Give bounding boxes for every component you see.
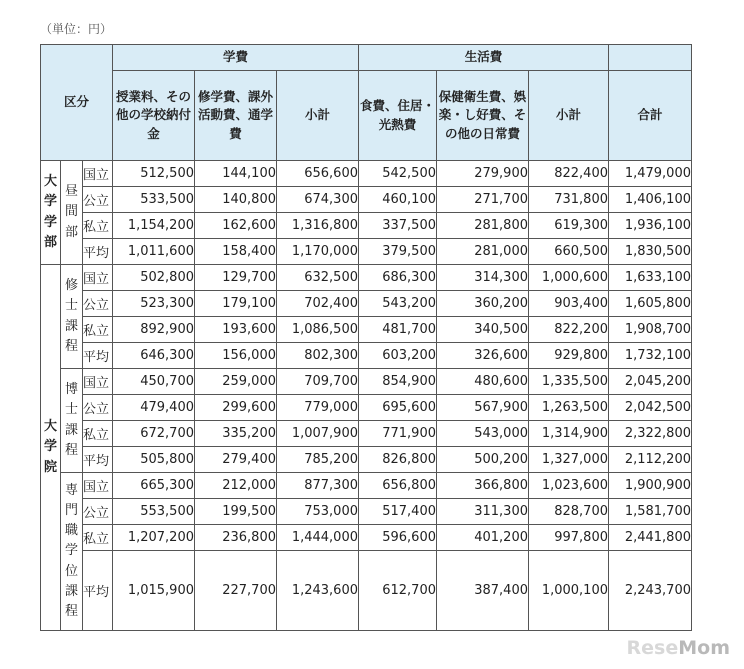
header-tuition-fee: 授業料、その他の学校納付金 bbox=[113, 71, 195, 161]
value-cell: 158,400 bbox=[195, 239, 277, 265]
value-cell: 281,000 bbox=[437, 239, 529, 265]
school-type: 公立 bbox=[83, 291, 113, 317]
value-cell: 500,200 bbox=[437, 447, 529, 473]
value-cell: 299,600 bbox=[195, 395, 277, 421]
value-cell: 802,300 bbox=[277, 343, 359, 369]
value-cell: 450,700 bbox=[113, 369, 195, 395]
section-label: 大学院 bbox=[41, 265, 61, 631]
header-tuition-group: 学費 bbox=[113, 45, 359, 71]
value-cell: 279,400 bbox=[195, 447, 277, 473]
header-health-leisure: 保健衛生費、娯楽・し好費、その他の日常費 bbox=[437, 71, 529, 161]
subgroup-label: 昼間部 bbox=[61, 161, 83, 265]
unit-note: （単位：円） bbox=[40, 22, 113, 36]
value-cell: 1,011,600 bbox=[113, 239, 195, 265]
value-cell: 227,700 bbox=[195, 551, 277, 631]
value-cell: 401,200 bbox=[437, 525, 529, 551]
value-cell: 1,732,100 bbox=[609, 343, 692, 369]
value-cell: 612,700 bbox=[359, 551, 437, 631]
section-label: 大学学部 bbox=[41, 161, 61, 265]
value-cell: 2,243,700 bbox=[609, 551, 692, 631]
value-cell: 785,200 bbox=[277, 447, 359, 473]
table-row bbox=[41, 213, 692, 239]
value-cell: 523,300 bbox=[113, 291, 195, 317]
value-cell: 828,700 bbox=[529, 499, 609, 525]
header-living-group: 生活費 bbox=[359, 45, 609, 71]
table-row bbox=[41, 551, 692, 631]
value-cell: 326,600 bbox=[437, 343, 529, 369]
value-cell: 826,800 bbox=[359, 447, 437, 473]
table-row bbox=[41, 395, 692, 421]
value-cell: 553,500 bbox=[113, 499, 195, 525]
table-row bbox=[41, 291, 692, 317]
value-cell: 1,007,900 bbox=[277, 421, 359, 447]
school-type: 私立 bbox=[83, 317, 113, 343]
value-cell: 236,800 bbox=[195, 525, 277, 551]
value-cell: 281,800 bbox=[437, 213, 529, 239]
value-cell: 366,800 bbox=[437, 473, 529, 499]
value-cell: 279,900 bbox=[437, 161, 529, 187]
value-cell: 1,023,600 bbox=[529, 473, 609, 499]
value-cell: 596,600 bbox=[359, 525, 437, 551]
value-cell: 1,263,500 bbox=[529, 395, 609, 421]
value-cell: 854,900 bbox=[359, 369, 437, 395]
table-row bbox=[41, 265, 692, 291]
value-cell: 129,700 bbox=[195, 265, 277, 291]
value-cell: 179,100 bbox=[195, 291, 277, 317]
school-type: 国立 bbox=[83, 265, 113, 291]
table-row bbox=[41, 525, 692, 551]
value-cell: 1,605,800 bbox=[609, 291, 692, 317]
value-cell: 603,200 bbox=[359, 343, 437, 369]
value-cell: 311,300 bbox=[437, 499, 529, 525]
school-type: 平均 bbox=[83, 447, 113, 473]
value-cell: 753,000 bbox=[277, 499, 359, 525]
value-cell: 1,170,000 bbox=[277, 239, 359, 265]
value-cell: 512,500 bbox=[113, 161, 195, 187]
value-cell: 337,500 bbox=[359, 213, 437, 239]
value-cell: 892,900 bbox=[113, 317, 195, 343]
school-type: 国立 bbox=[83, 161, 113, 187]
school-type: 公立 bbox=[83, 395, 113, 421]
value-cell: 140,800 bbox=[195, 187, 277, 213]
subgroup-label: 博士課程 bbox=[61, 369, 83, 473]
header-study-activity: 修学費、課外活動費、通学費 bbox=[195, 71, 277, 161]
value-cell: 1,243,600 bbox=[277, 551, 359, 631]
value-cell: 1,000,600 bbox=[529, 265, 609, 291]
value-cell: 1,327,000 bbox=[529, 447, 609, 473]
value-cell: 665,300 bbox=[113, 473, 195, 499]
value-cell: 533,500 bbox=[113, 187, 195, 213]
value-cell: 646,300 bbox=[113, 343, 195, 369]
table-row bbox=[41, 161, 692, 187]
table-row bbox=[41, 421, 692, 447]
table-row bbox=[41, 447, 692, 473]
value-cell: 997,800 bbox=[529, 525, 609, 551]
value-cell: 1,154,200 bbox=[113, 213, 195, 239]
value-cell: 567,900 bbox=[437, 395, 529, 421]
value-cell: 660,500 bbox=[529, 239, 609, 265]
value-cell: 2,042,500 bbox=[609, 395, 692, 421]
value-cell: 672,700 bbox=[113, 421, 195, 447]
value-cell: 2,322,800 bbox=[609, 421, 692, 447]
value-cell: 517,400 bbox=[359, 499, 437, 525]
value-cell: 2,112,200 bbox=[609, 447, 692, 473]
school-type: 公立 bbox=[83, 187, 113, 213]
school-type: 平均 bbox=[83, 239, 113, 265]
value-cell: 686,300 bbox=[359, 265, 437, 291]
value-cell: 360,200 bbox=[437, 291, 529, 317]
value-cell: 1,444,000 bbox=[277, 525, 359, 551]
school-type: 私立 bbox=[83, 213, 113, 239]
value-cell: 619,300 bbox=[529, 213, 609, 239]
value-cell: 259,000 bbox=[195, 369, 277, 395]
subgroup-label: 専門職学位課程 bbox=[61, 473, 83, 631]
table-row bbox=[41, 499, 692, 525]
value-cell: 1,830,500 bbox=[609, 239, 692, 265]
resemom-logo: ReseMom bbox=[626, 637, 730, 659]
value-cell: 1,900,900 bbox=[609, 473, 692, 499]
value-cell: 543,200 bbox=[359, 291, 437, 317]
value-cell: 156,000 bbox=[195, 343, 277, 369]
value-cell: 1,015,900 bbox=[113, 551, 195, 631]
value-cell: 144,100 bbox=[195, 161, 277, 187]
value-cell: 1,000,100 bbox=[529, 551, 609, 631]
value-cell: 632,500 bbox=[277, 265, 359, 291]
value-cell: 1,207,200 bbox=[113, 525, 195, 551]
value-cell: 695,600 bbox=[359, 395, 437, 421]
header-living-subtotal: 小計 bbox=[529, 71, 609, 161]
school-type: 平均 bbox=[83, 343, 113, 369]
value-cell: 903,400 bbox=[529, 291, 609, 317]
value-cell: 656,800 bbox=[359, 473, 437, 499]
table-body bbox=[41, 161, 692, 631]
value-cell: 1,479,000 bbox=[609, 161, 692, 187]
value-cell: 387,400 bbox=[437, 551, 529, 631]
value-cell: 314,300 bbox=[437, 265, 529, 291]
value-cell: 162,600 bbox=[195, 213, 277, 239]
value-cell: 542,500 bbox=[359, 161, 437, 187]
value-cell: 1,314,900 bbox=[529, 421, 609, 447]
school-type: 平均 bbox=[83, 551, 113, 631]
table-row bbox=[41, 317, 692, 343]
header-total: 合計 bbox=[609, 71, 692, 161]
value-cell: 480,600 bbox=[437, 369, 529, 395]
value-cell: 460,100 bbox=[359, 187, 437, 213]
value-cell: 335,200 bbox=[195, 421, 277, 447]
value-cell: 340,500 bbox=[437, 317, 529, 343]
school-type: 国立 bbox=[83, 473, 113, 499]
school-type: 私立 bbox=[83, 525, 113, 551]
subgroup-label: 修士課程 bbox=[61, 265, 83, 369]
value-cell: 822,400 bbox=[529, 161, 609, 187]
value-cell: 1,936,100 bbox=[609, 213, 692, 239]
value-cell: 1,316,800 bbox=[277, 213, 359, 239]
table-row bbox=[41, 343, 692, 369]
value-cell: 822,200 bbox=[529, 317, 609, 343]
value-cell: 543,000 bbox=[437, 421, 529, 447]
value-cell: 771,900 bbox=[359, 421, 437, 447]
value-cell: 709,700 bbox=[277, 369, 359, 395]
table-row bbox=[41, 187, 692, 213]
value-cell: 929,800 bbox=[529, 343, 609, 369]
value-cell: 502,800 bbox=[113, 265, 195, 291]
value-cell: 2,441,800 bbox=[609, 525, 692, 551]
value-cell: 1,633,100 bbox=[609, 265, 692, 291]
table-row bbox=[41, 239, 692, 265]
school-type: 私立 bbox=[83, 421, 113, 447]
header-tuition-subtotal: 小計 bbox=[277, 71, 359, 161]
header-food-housing: 食費、住居・光熱費 bbox=[359, 71, 437, 161]
value-cell: 505,800 bbox=[113, 447, 195, 473]
cost-table bbox=[40, 44, 692, 631]
value-cell: 1,086,500 bbox=[277, 317, 359, 343]
value-cell: 731,800 bbox=[529, 187, 609, 213]
table-row bbox=[41, 369, 692, 395]
value-cell: 1,335,500 bbox=[529, 369, 609, 395]
school-type: 公立 bbox=[83, 499, 113, 525]
value-cell: 2,045,200 bbox=[609, 369, 692, 395]
value-cell: 479,400 bbox=[113, 395, 195, 421]
header-category: 区分 bbox=[41, 45, 113, 161]
header-blank bbox=[609, 45, 692, 71]
value-cell: 877,300 bbox=[277, 473, 359, 499]
school-type: 国立 bbox=[83, 369, 113, 395]
value-cell: 193,600 bbox=[195, 317, 277, 343]
value-cell: 1,406,100 bbox=[609, 187, 692, 213]
value-cell: 481,700 bbox=[359, 317, 437, 343]
value-cell: 1,908,700 bbox=[609, 317, 692, 343]
value-cell: 779,000 bbox=[277, 395, 359, 421]
value-cell: 379,500 bbox=[359, 239, 437, 265]
value-cell: 656,600 bbox=[277, 161, 359, 187]
value-cell: 702,400 bbox=[277, 291, 359, 317]
value-cell: 212,000 bbox=[195, 473, 277, 499]
value-cell: 1,581,700 bbox=[609, 499, 692, 525]
value-cell: 199,500 bbox=[195, 499, 277, 525]
table-row bbox=[41, 473, 692, 499]
value-cell: 271,700 bbox=[437, 187, 529, 213]
value-cell: 674,300 bbox=[277, 187, 359, 213]
